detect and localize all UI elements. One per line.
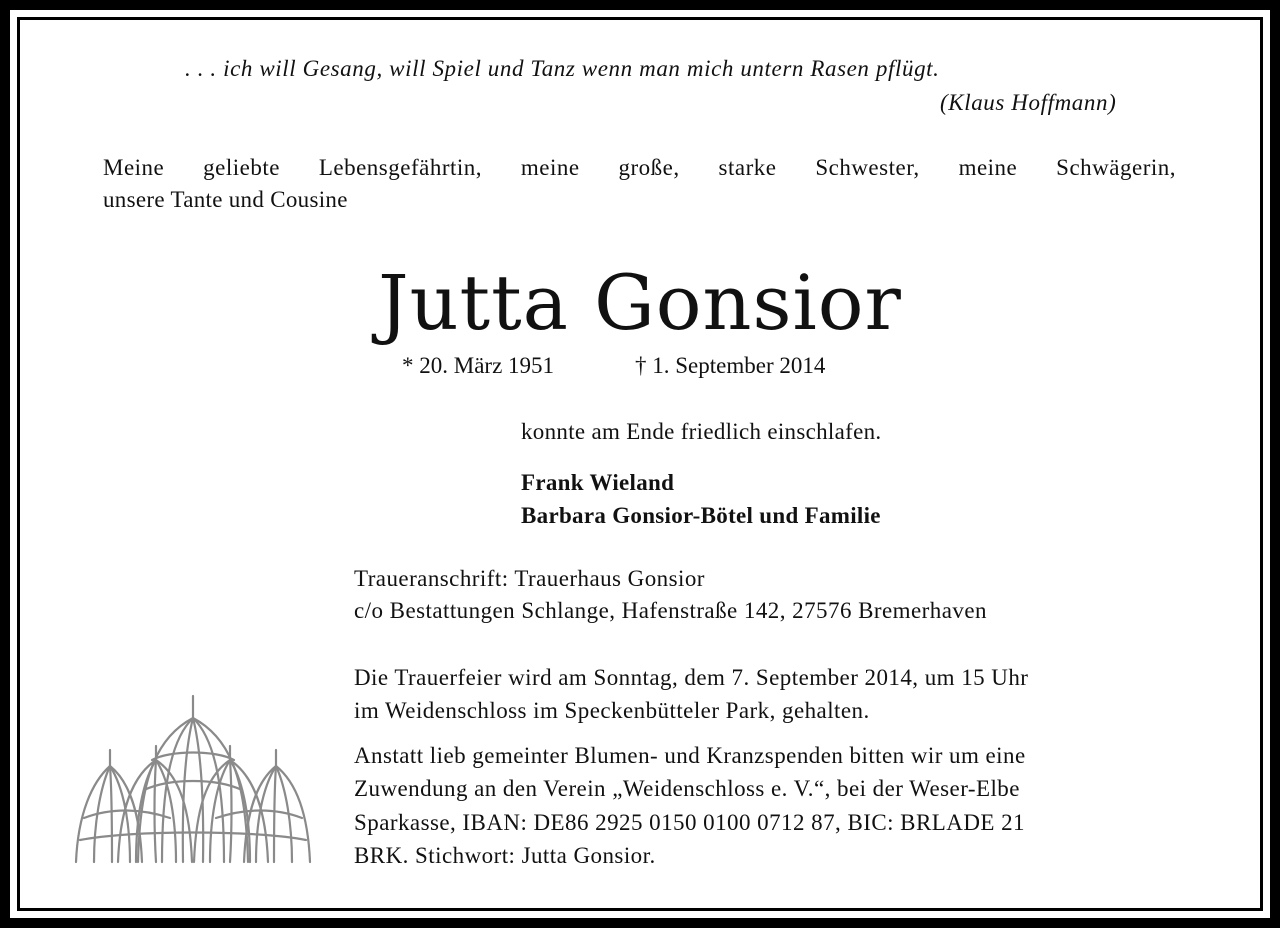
donation-line-3: Sparkasse, IBAN: DE86 2925 0150 0100 0712 87, BIC: BRLADE 21 xyxy=(354,810,1025,835)
mourner-name: Frank Wieland xyxy=(521,470,675,495)
mourner-name: Barbara Gonsior-Bötel und Familie xyxy=(521,503,881,528)
deceased-name: Jutta Gonsior xyxy=(378,258,902,347)
birth-date: * 20. März 1951 xyxy=(402,353,555,378)
quote-text: . . . ich will Gesang, will Spiel und Tanz wenn man mich untern Rasen pflügt. xyxy=(185,56,940,81)
death-date: † 1. September 2014 xyxy=(635,353,826,378)
intro-line-1: Meine geliebte Lebensgefährtin, meine große, starke Schwester, meine Schwägerin, xyxy=(103,155,1176,180)
funeral-line-1: Die Trauerfeier wird am Sonntag, dem 7. September 2014, um 15 Uhr xyxy=(354,665,1029,690)
willow-dome-icon xyxy=(70,690,316,866)
funeral-line-2: im Weidenschloss im Speckenbütteler Park, gehalten. xyxy=(354,698,870,723)
statement-text: konnte am Ende friedlich einschlafen. xyxy=(521,419,882,444)
address-line-2: c/o Bestattungen Schlange, Hafenstraße 142, 27576 Bremerhaven xyxy=(354,598,987,623)
donation-line-1: Anstatt lieb gemeinter Blumen- und Kranzspenden bitten wir um eine xyxy=(354,743,1026,768)
quote-author: (Klaus Hoffmann) xyxy=(940,90,1117,115)
intro-line-2: unsere Tante und Cousine xyxy=(103,187,348,212)
donation-line-2: Zuwendung an den Verein „Weidenschloss e. V.“, bei der Weser-Elbe xyxy=(354,776,1020,801)
address-line-1: Traueranschrift: Trauerhaus Gonsior xyxy=(354,566,705,591)
donation-line-4: BRK. Stichwort: Jutta Gonsior. xyxy=(354,843,656,868)
